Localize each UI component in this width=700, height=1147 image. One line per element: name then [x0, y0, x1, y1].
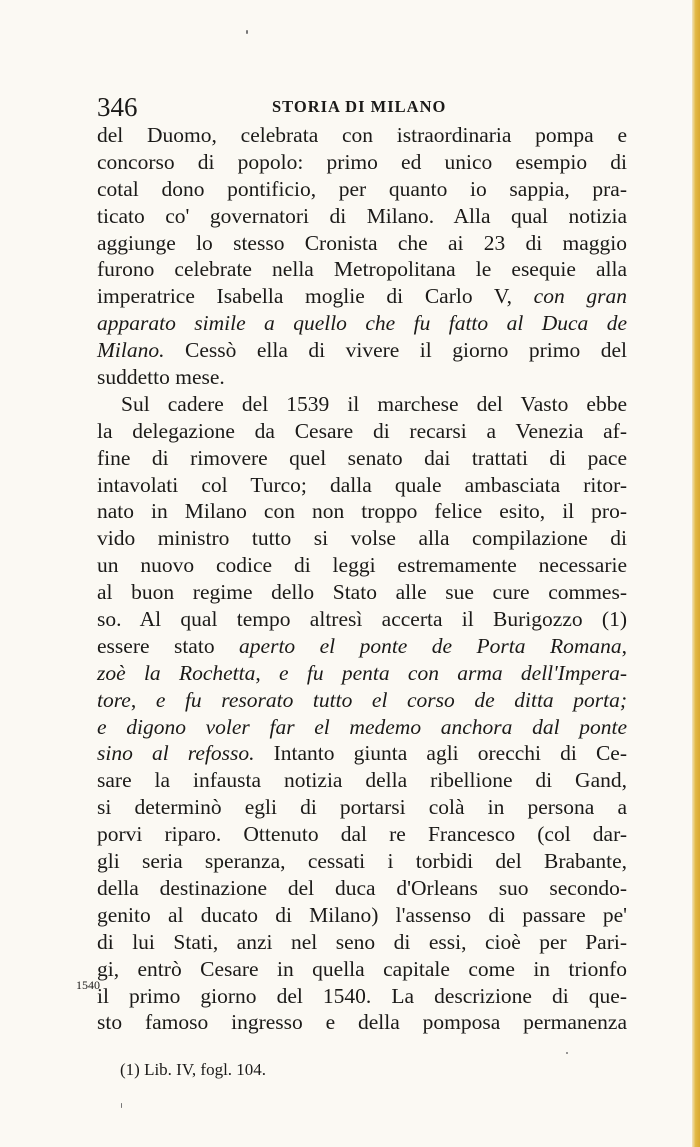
text-line: gli seria speranza, cessati i torbidi del Brabante, [97, 849, 627, 874]
text-line: zoè la Rochetta, e fu penta con arma dell'Impera- [97, 660, 627, 685]
text-line: sare la infausta notizia della ribellione di Gand, [97, 768, 627, 793]
text-line: suddetto mese. [97, 365, 225, 390]
text-line: Milano. Cessò ella di vivere il giorno primo del [97, 338, 627, 363]
text-line: del Duomo, celebrata con istraordinaria pompa e [97, 123, 627, 147]
page-header [97, 92, 627, 122]
text-line: della destinazione del duca d'Orleans suo secondo- [97, 875, 627, 900]
text-line: porvi riparo. Ottenuto dal re Francesco (col dar- [97, 822, 627, 847]
page-number: 346 [97, 92, 138, 122]
running-title: STORIA DI MILANO [272, 97, 447, 116]
text-line: gi, entrò Cesare in quella capitale come in trionfo [97, 956, 627, 981]
text-line: apparato simile a quello che fu fatto al Duca de [97, 311, 627, 336]
text-line: genito al ducato di Milano) l'assenso di passare pe' [97, 902, 627, 927]
body-text [97, 122, 627, 1036]
text-line: essere stato aperto el ponte de Porta Romana, [97, 633, 627, 658]
text-line: cotal dono pontificio, per quanto io sappia, pra- [97, 176, 627, 201]
text-line: tore, e fu resorato tutto el corso de ditta porta; [97, 687, 628, 712]
text-line: vido ministro tutto si volse alla compilazione di [97, 526, 627, 551]
text-line: intavolati col Turco; dalla quale ambasciata ritor- [97, 472, 627, 497]
text-line: al buon regime dello Stato alle sue cure commes- [97, 580, 627, 605]
text-line: nato in Milano con non troppo felice esito, il pro- [97, 499, 627, 524]
text-line: si determinò egli di portarsi colà in persona a [97, 795, 627, 820]
text-line: sino al refosso. Intanto giunta agli orecchi di Ce- [97, 741, 627, 766]
footnote: (1) Lib. IV, fogl. 104. [120, 1060, 267, 1079]
page-edge [692, 0, 700, 1147]
margin-year-note: 1540 [76, 978, 100, 992]
ink-speck [566, 1052, 568, 1054]
text-line: fine di rimovere quel senato dai trattati di pace [97, 445, 627, 470]
text-line: il primo giorno del 1540. La descrizione di que- [97, 983, 627, 1008]
text-line: imperatrice Isabella moglie di Carlo V, con gran [97, 284, 627, 309]
text-line: so. Al qual tempo altresì accerta il Burigozzo (1) [97, 607, 627, 632]
text-line: e digono voler far el medemo anchora dal ponte [97, 714, 627, 739]
text-line: concorso di popolo: primo ed unico esempio di [97, 149, 627, 174]
ink-speck [246, 30, 248, 34]
text-line: la delegazione da Cesare di recarsi a Venezia af- [97, 418, 627, 443]
text-line: ticato co' governatori di Milano. Alla qual notizia [97, 203, 627, 228]
ink-speck [121, 1103, 122, 1108]
text-line: sto famoso ingresso e della pomposa permanenza [97, 1010, 627, 1035]
text-line: furono celebrate nella Metropolitana le esequie alla [97, 257, 627, 282]
text-line: aggiunge lo stesso Cronista che ai 23 di maggio [97, 230, 627, 255]
text-line: un nuovo codice di leggi estremamente necessarie [97, 553, 627, 578]
text-line: Sul cadere del 1539 il marchese del Vasto ebbe [121, 391, 627, 416]
text-line: di lui Stati, anzi nel seno di essi, cioè per Pari- [97, 929, 627, 954]
